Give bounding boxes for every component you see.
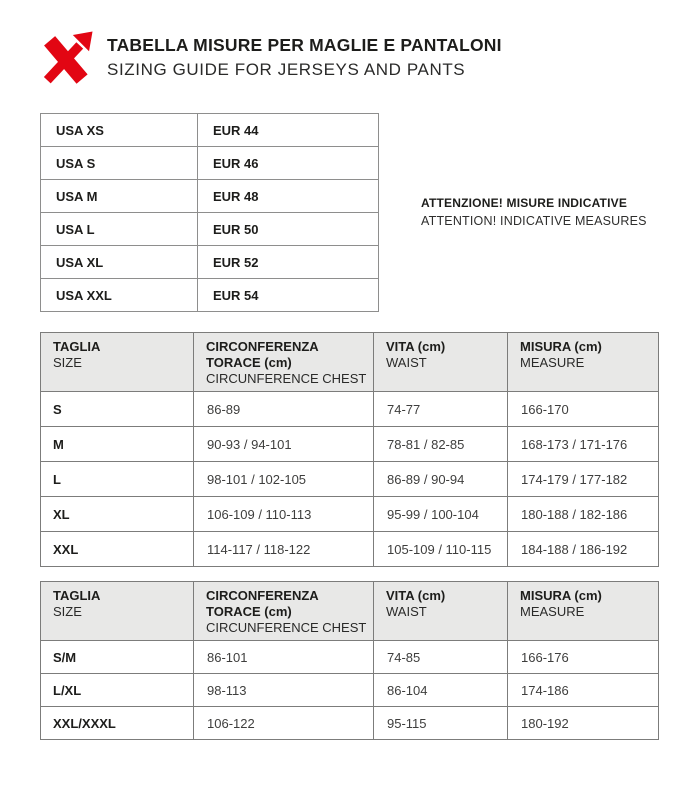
attention-notice — [421, 194, 647, 230]
usa-size-cell: USA XL — [41, 246, 198, 279]
table-row — [41, 279, 379, 312]
table-row — [41, 213, 379, 246]
combined-size-table — [40, 581, 659, 740]
eur-size-cell: EUR 44 — [198, 114, 379, 147]
column-header-waist: VITA (cm) WAIST — [374, 333, 508, 392]
table-row — [41, 707, 659, 740]
chest-cell: 106-122 — [194, 707, 374, 740]
measure-cell: 180-188 / 182-186 — [508, 497, 659, 532]
waist-cell: 95-115 — [374, 707, 508, 740]
waist-cell: 95-99 / 100-104 — [374, 497, 508, 532]
measure-cell: 184-188 / 186-192 — [508, 532, 659, 567]
measure-cell: 174-186 — [508, 674, 659, 707]
table-row — [41, 497, 659, 532]
size-cell: XL — [41, 497, 194, 532]
table-row — [41, 532, 659, 567]
eur-size-cell: EUR 52 — [198, 246, 379, 279]
usa-size-cell: USA L — [41, 213, 198, 246]
measure-cell: 166-176 — [508, 641, 659, 674]
size-cell: S/M — [41, 641, 194, 674]
measure-cell: 174-179 / 177-182 — [508, 462, 659, 497]
usa-size-cell: USA S — [41, 147, 198, 180]
measure-cell: 168-173 / 171-176 — [508, 427, 659, 462]
column-header-size: TAGLIA SIZE — [41, 582, 194, 641]
table-row — [41, 674, 659, 707]
size-cell: XXL/XXXL — [41, 707, 194, 740]
column-header-measure: MISURA (cm) MEASURE — [508, 333, 659, 392]
attention-notice-it: ATTENZIONE! MISURE INDICATIVE — [421, 196, 628, 210]
column-header-waist: VITA (cm) WAIST — [374, 582, 508, 641]
chest-cell: 98-101 / 102-105 — [194, 462, 374, 497]
waist-cell: 78-81 / 82-85 — [374, 427, 508, 462]
table-row — [41, 641, 659, 674]
size-cell: S — [41, 392, 194, 427]
chest-cell: 86-89 — [194, 392, 374, 427]
x-arrow-logo-icon — [38, 28, 96, 86]
page-subtitle: SIZING GUIDE FOR JERSEYS AND PANTS — [107, 59, 466, 79]
table-row — [41, 147, 379, 180]
chest-cell: 98-113 — [194, 674, 374, 707]
usa-size-cell: USA XS — [41, 114, 198, 147]
usa-size-cell: USA XXL — [41, 279, 198, 312]
chest-cell: 114-117 / 118-122 — [194, 532, 374, 567]
eur-size-cell: EUR 46 — [198, 147, 379, 180]
page-header — [38, 28, 502, 86]
measure-cell: 166-170 — [508, 392, 659, 427]
size-cell: XXL — [41, 532, 194, 567]
usa-size-cell: USA M — [41, 180, 198, 213]
column-header-size: TAGLIA SIZE — [41, 333, 194, 392]
table-row — [41, 462, 659, 497]
table-row — [41, 427, 659, 462]
chest-cell: 86-101 — [194, 641, 374, 674]
table-row — [41, 246, 379, 279]
column-header-measure: MISURA (cm) MEASURE — [508, 582, 659, 641]
chest-cell: 90-93 / 94-101 — [194, 427, 374, 462]
attention-notice-en: ATTENTION! INDICATIVE MEASURES — [421, 214, 647, 228]
waist-cell: 86-89 / 90-94 — [374, 462, 508, 497]
size-cell: M — [41, 427, 194, 462]
measure-cell: 180-192 — [508, 707, 659, 740]
table-row — [41, 180, 379, 213]
table-header-row — [41, 333, 659, 392]
table-row — [41, 114, 379, 147]
waist-cell: 74-77 — [374, 392, 508, 427]
chest-cell: 106-109 / 110-113 — [194, 497, 374, 532]
eur-size-cell: EUR 54 — [198, 279, 379, 312]
column-header-chest: CIRCONFERENZA TORACE (cm) CIRCUNFERENCE CHEST — [194, 333, 374, 392]
column-header-chest: CIRCONFERENZA TORACE (cm) CIRCUNFERENCE CHEST — [194, 582, 374, 641]
table-row — [41, 392, 659, 427]
waist-cell: 74-85 — [374, 641, 508, 674]
size-cell: L/XL — [41, 674, 194, 707]
page-title: TABELLA MISURE PER MAGLIE E PANTALONI — [107, 34, 502, 55]
usa-eur-size-table — [40, 113, 379, 312]
title-block — [107, 35, 502, 80]
jersey-pants-size-table — [40, 332, 659, 567]
size-cell: L — [41, 462, 194, 497]
waist-cell: 86-104 — [374, 674, 508, 707]
eur-size-cell: EUR 50 — [198, 213, 379, 246]
waist-cell: 105-109 / 110-115 — [374, 532, 508, 567]
eur-size-cell: EUR 48 — [198, 180, 379, 213]
table-header-row — [41, 582, 659, 641]
